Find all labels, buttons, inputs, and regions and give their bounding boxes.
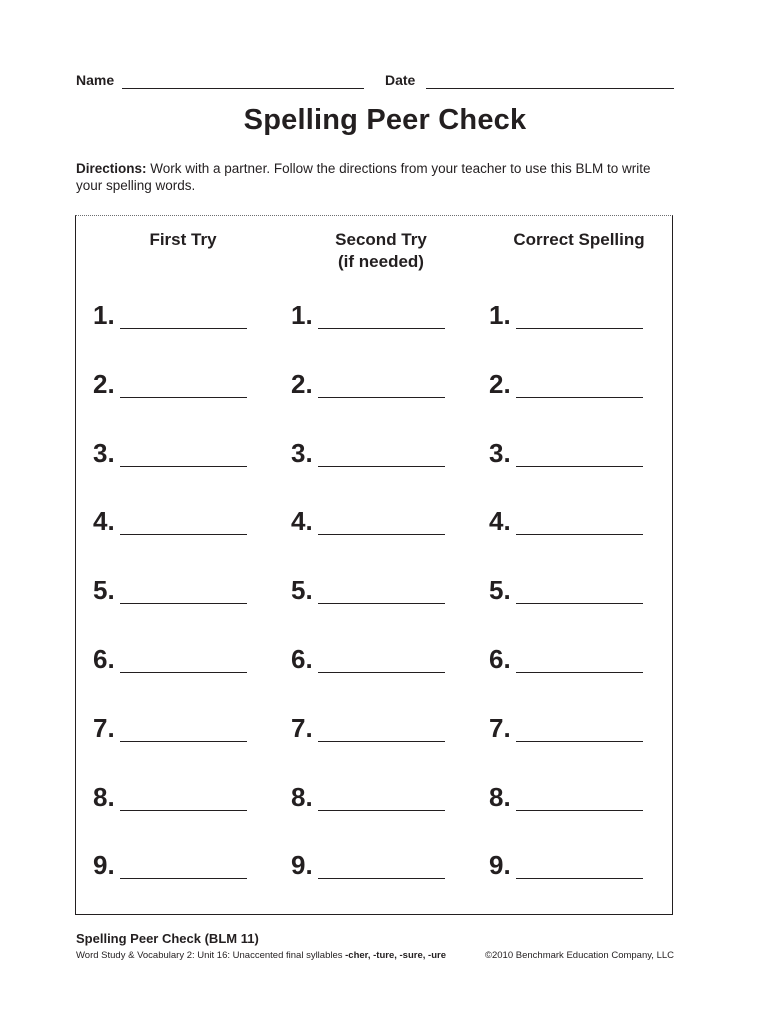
footer-copyright: ©2010 Benchmark Education Company, LLC: [484, 950, 674, 961]
answer-line[interactable]: [516, 878, 643, 879]
answer-line[interactable]: [516, 328, 643, 329]
answer-line[interactable]: [516, 603, 643, 604]
row-number: 8.: [489, 782, 511, 812]
answer-line[interactable]: [516, 741, 643, 742]
row-number: 8.: [93, 782, 115, 812]
answer-line[interactable]: [318, 328, 445, 329]
footer-subtitle-bold: -cher, -ture, -sure, -ure: [345, 950, 446, 961]
answer-line[interactable]: [120, 603, 247, 604]
answer-line[interactable]: [516, 810, 643, 811]
answer-line[interactable]: [318, 878, 445, 879]
answer-line[interactable]: [516, 466, 643, 467]
row-number: 4.: [93, 506, 115, 536]
directions-label: Directions:: [76, 161, 147, 176]
column-header-first-try: [103, 229, 263, 251]
answer-line[interactable]: [318, 741, 445, 742]
answer-line[interactable]: [120, 741, 247, 742]
row-number: 7.: [93, 713, 115, 743]
row-number: 9.: [291, 850, 313, 880]
answer-line[interactable]: [120, 534, 247, 535]
column-header-line: Second Try: [335, 230, 427, 249]
row-number: 1.: [291, 300, 313, 330]
answer-line[interactable]: [120, 397, 247, 398]
page-title: Spelling Peer Check: [243, 104, 527, 136]
name-label: Name: [76, 72, 115, 88]
footer-subtitle-prefix: Word Study & Vocabulary 2: Unit 16: Unaccented final syllables: [76, 950, 346, 961]
footer-subtitle: [76, 950, 446, 961]
answer-line[interactable]: [516, 672, 643, 673]
footer-title: Spelling Peer Check (BLM 11): [76, 931, 259, 946]
date-field[interactable]: [426, 88, 674, 89]
answer-line[interactable]: [516, 397, 643, 398]
row-number: 5.: [489, 575, 511, 605]
column-header-second-try: [301, 229, 461, 273]
answer-line[interactable]: [516, 534, 643, 535]
column-header-line: Correct Spelling: [513, 230, 645, 249]
answer-line[interactable]: [120, 328, 247, 329]
name-field[interactable]: [122, 88, 364, 89]
column-header-correct-spelling: [499, 229, 659, 251]
row-number: 7.: [489, 713, 511, 743]
row-number: 7.: [291, 713, 313, 743]
column-header-line: (if needed): [338, 252, 424, 271]
row-number: 6.: [291, 644, 313, 674]
answer-line[interactable]: [318, 603, 445, 604]
row-number: 4.: [489, 506, 511, 536]
answer-line[interactable]: [120, 466, 247, 467]
date-label: Date: [385, 72, 416, 88]
row-number: 2.: [291, 369, 313, 399]
row-number: 6.: [93, 644, 115, 674]
answer-line[interactable]: [318, 534, 445, 535]
row-number: 3.: [93, 438, 115, 468]
row-number: 5.: [291, 575, 313, 605]
row-number: 6.: [489, 644, 511, 674]
answer-line[interactable]: [120, 878, 247, 879]
row-number: 3.: [489, 438, 511, 468]
row-number: 1.: [489, 300, 511, 330]
row-number: 8.: [291, 782, 313, 812]
row-number: 2.: [93, 369, 115, 399]
answer-line[interactable]: [318, 397, 445, 398]
row-number: 1.: [93, 300, 115, 330]
row-number: 2.: [489, 369, 511, 399]
row-number: 5.: [93, 575, 115, 605]
directions: [76, 160, 676, 194]
answer-line[interactable]: [120, 810, 247, 811]
answer-line[interactable]: [318, 672, 445, 673]
answer-line[interactable]: [318, 810, 445, 811]
row-number: 9.: [489, 850, 511, 880]
answer-line[interactable]: [318, 466, 445, 467]
row-number: 9.: [93, 850, 115, 880]
column-header-line: First Try: [149, 230, 217, 249]
row-number: 4.: [291, 506, 313, 536]
row-number: 3.: [291, 438, 313, 468]
answer-line[interactable]: [120, 672, 247, 673]
directions-text: Work with a partner. Follow the directions from your teacher to use this BLM to write your spelling words.: [76, 161, 651, 193]
